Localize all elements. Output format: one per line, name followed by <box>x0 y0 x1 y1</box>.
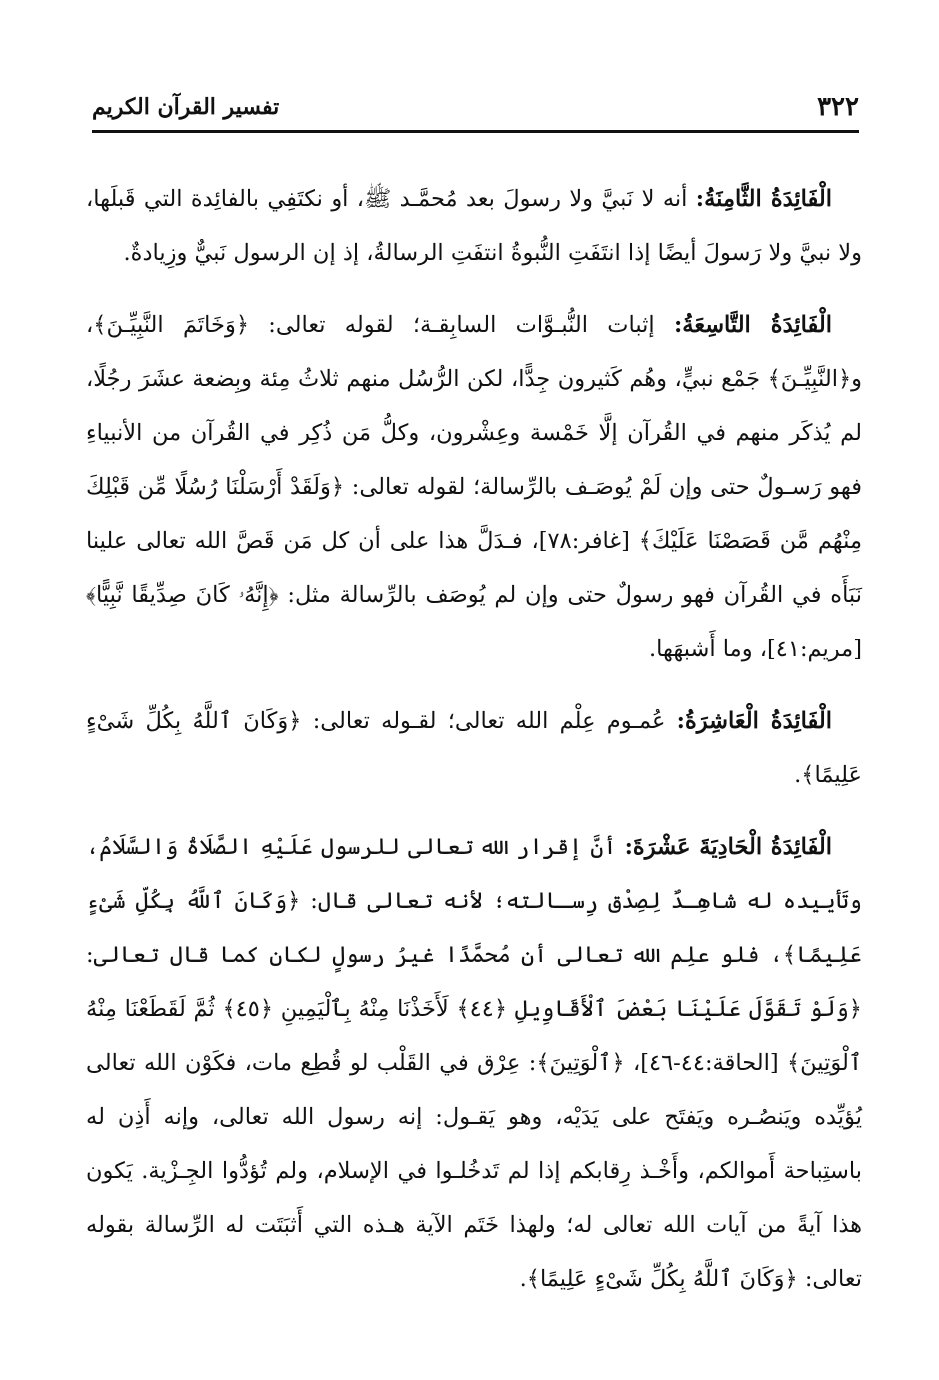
benefit-label: الْفَائِدَةُ الثَّامِنَةُ: <box>695 186 833 212</box>
benefit-eighth <box>86 172 862 280</box>
benefit-label: الْفَائِدَةُ الْعَاشِرَةُ: <box>676 708 832 734</box>
page-number: ٣٢٢ <box>817 92 859 122</box>
benefit-tenth <box>86 694 862 802</box>
page-header <box>92 92 859 133</box>
benefit-text: أنه لا نَبيَّ ولا رسولَ بعد مُحمَّـد ﷺ، أو نكتَفِي بالفائِدة التي قَبلَها، ولا نبيَّ ولا رَسولَ أيضًا إذا انتَفَتِ النُّبوةُ انتفَتِ الرسالةُ، إذ إن الرسول نَبيٌّ وزِيادةٌ. <box>86 186 862 266</box>
page-content <box>86 172 862 1324</box>
benefit-text: أنَّ إقرار الله تعالى للرسول عَلَيْهِ الصَّلَاةُ وَالسَّلَامُ، وتَأييده له شاهِـدٌ لِصِدْق رِسـالته؛ لأنه تعالى قال: ﴿وَكَانَ ٱللَّهُ بِكُلِّ شَىْءٍ عَلِيمًا﴾، فلو علِم الله تعالى أن مُحمَّدًا غيرُ رسولٍ لكان كما قال تعالى: ﴿وَلَوْ تَقَوَّلَ عَلَيْنَا بَعْضَ ٱلْأَقَاوِيلِ ﴿٤٤﴾ لَأَخَذْنَا مِنْهُ بِٱلْيَمِينِ ﴿٤٥﴾ ثُمَّ لَقَطَعْنَا مِنْهُ ٱلْوَتِينَ﴾ [الحاقة:٤٤-٤٦]، ﴿ٱلْوَتِينَ﴾: عِرْق في القَلْب لو قُطِع مات، فكَوْن الله تعالى يُؤيِّده ويَنصُـره ويَفتَح على يَدَيْه، وهو يَقـول: إنه رسول الله تعالى، وإنه أَذِن له باستِباحة أَموالكم، وأَخْـذ رِقابكم إذا لم تَدخُلـوا في الإسلام، ولم تُؤدُّوا الجِـزْية. يَكون هذا آيةً من آيات الله تعالى له؛ ولهذا خَتَم الآية هـذه التي أَثبَتَت له الرِّسالة بقوله تعالى: ﴿وَكَانَ ٱللَّهُ بِكُلِّ شَىْءٍ عَلِيمًا﴾. <box>86 834 863 1292</box>
benefit-label: الْفَائِدَةُ الْحَادِيَةَ عَشْرَةَ: <box>624 834 832 860</box>
benefit-ninth <box>86 298 862 676</box>
benefit-text: إثبات النُّبـوَّات السابِقـة؛ لقوله تعالى: ﴿وَخَاتَمَ النَّبِيِّـنَ﴾، و﴿النَّبِيِّـنَ﴾ جَمْع نبيٍّ، وهُم كَثيرون جِدًّا، لكن الرُّسُل منهم ثلاثُ مِئة وبِضعة عشَرَ رجُلًا، لم يُذكَر منهم في القُرآن إلَّا خَمْسة وعِشْرون، وكلُّ مَن ذُكِر في القُرآن من الأنبياءِ فهو رَسـولٌ حتى وإن لَمْ يُوصَـف بالرِّسالة؛ لقوله تعالى: ﴿وَلَقَدْ أَرْسَلْنَا رُسُلًا مِّن قَبْلِكَ مِنْهُم مَّن قَصَصْنَا عَلَيْكَ﴾ [غافر:٧٨]، فـدَلَّ هذا على أن كل مَن قَصَّ الله تعالى علينا نَبَأَه في القُرآن فهو رسولٌ حتى وإن لم يُوصَف بالرِّسالة مثل: ﴿إِنَّهُۥ كَانَ صِدِّيقًا نَّبِيًّا﴾ [مريم:٤١]، وما أَشبهَها. <box>86 312 863 662</box>
benefit-text: عُمـوم عِلْم الله تعالى؛ لقـوله تعالى: ﴿وَكَانَ ٱللَّهُ بِكُلِّ شَىْءٍ عَلِيمًا﴾. <box>86 708 862 788</box>
benefit-label: الْفَائِدَةُ التَّاسِعَةُ: <box>673 312 832 338</box>
benefit-eleventh <box>86 820 862 1306</box>
book-title: تفسير القرآن الكريم <box>92 94 280 120</box>
